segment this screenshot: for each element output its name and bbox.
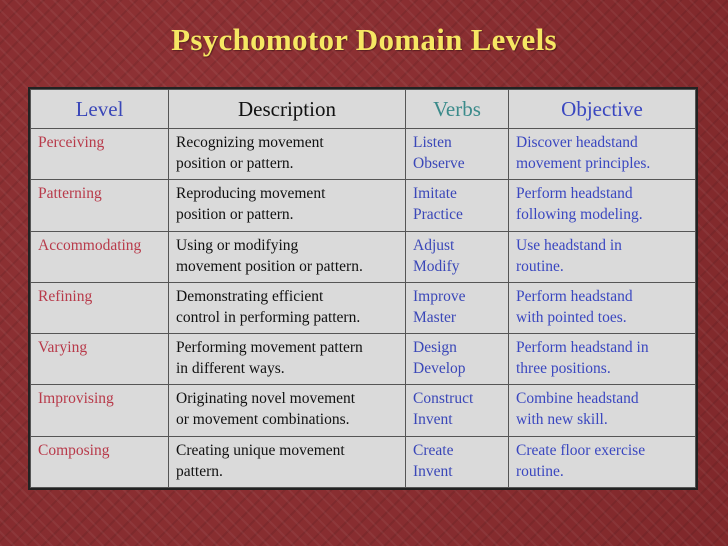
cell-verbs-line: Design [413, 339, 457, 357]
table-row [31, 231, 696, 282]
cell-description [169, 231, 406, 282]
header-row [31, 90, 696, 129]
header-level: Level [31, 90, 169, 129]
cell-verbs [406, 385, 509, 436]
cell-description-line: Creating unique movement [176, 441, 345, 459]
cell-verbs-line: Invent [413, 411, 453, 429]
table-header [31, 90, 696, 129]
cell-description-line: Recognizing movement [176, 134, 324, 151]
cell-verbs-line: Construct [413, 390, 474, 408]
cell-description [169, 436, 406, 487]
cell-objective-line: routine. [516, 257, 564, 275]
cell-objective [509, 334, 696, 385]
cell-description-line: Originating novel movement [176, 390, 356, 408]
cell-verbs-line: Listen [413, 134, 452, 151]
cell-level: Varying [31, 334, 169, 385]
levels-table-container [28, 87, 698, 490]
cell-verbs-line: Create [413, 441, 454, 459]
cell-level: Patterning [31, 180, 169, 231]
cell-description-line: movement position or pattern. [176, 257, 363, 275]
cell-verbs [406, 282, 509, 333]
cell-objective [509, 385, 696, 436]
cell-verbs [406, 436, 509, 487]
cell-description-line: or movement combinations. [176, 411, 350, 429]
cell-level: Accommodating [31, 231, 169, 282]
cell-objective-line: movement principles. [516, 155, 651, 172]
cell-objective [509, 282, 696, 333]
cell-level: Refining [31, 282, 169, 333]
cell-verbs-line: Develop [413, 360, 466, 378]
cell-description-line: Using or modifying [176, 236, 299, 254]
cell-verbs-line: Imitate [413, 185, 457, 203]
cell-objective-line: Create floor exercise [516, 441, 646, 459]
cell-description-line: Performing movement pattern [176, 339, 363, 357]
cell-objective-line: with pointed toes. [516, 308, 627, 326]
cell-description [169, 282, 406, 333]
cell-objective-line: routine. [516, 462, 564, 480]
cell-verbs [406, 180, 509, 231]
page-title: Psychomotor Domain Levels [171, 22, 557, 57]
cell-description [169, 385, 406, 436]
header-objective: Objective [509, 90, 696, 129]
table-row [31, 180, 696, 231]
cell-level: Perceiving [31, 129, 169, 180]
cell-verbs-line: Modify [413, 257, 460, 275]
cell-description [169, 334, 406, 385]
cell-verbs-line: Invent [413, 462, 453, 480]
levels-table [30, 89, 696, 488]
table-body [31, 129, 696, 488]
cell-objective [509, 436, 696, 487]
cell-objective-line: Combine headstand [516, 390, 639, 408]
cell-verbs-line: Adjust [413, 236, 455, 254]
cell-description-line: position or pattern. [176, 155, 294, 172]
cell-objective-line: Perform headstand [516, 287, 633, 305]
cell-objective-line: Discover headstand [516, 134, 638, 151]
cell-verbs-line: Observe [413, 155, 465, 172]
cell-objective-line: Perform headstand [516, 185, 633, 203]
cell-description-line: pattern. [176, 462, 223, 480]
cell-verbs-line: Practice [413, 206, 463, 224]
table-row [31, 334, 696, 385]
cell-objective-line: following modeling. [516, 206, 643, 224]
cell-description-line: in different ways. [176, 360, 285, 378]
cell-objective [509, 231, 696, 282]
cell-description [169, 129, 406, 180]
cell-level: Composing [31, 436, 169, 487]
cell-description-line: control in performing pattern. [176, 308, 361, 326]
cell-verbs [406, 129, 509, 180]
cell-verbs [406, 231, 509, 282]
header-description: Description [169, 90, 406, 129]
cell-verbs [406, 334, 509, 385]
table-row [31, 282, 696, 333]
table-row [31, 385, 696, 436]
cell-description [169, 180, 406, 231]
table-row [31, 436, 696, 487]
cell-verbs-line: Master [413, 308, 457, 326]
cell-verbs-line: Improve [413, 287, 466, 305]
cell-objective [509, 129, 696, 180]
cell-objective [509, 180, 696, 231]
cell-objective-line: Use headstand in [516, 236, 622, 254]
cell-objective-line: with new skill. [516, 411, 608, 429]
cell-objective-line: three positions. [516, 360, 611, 378]
table-row [31, 129, 696, 180]
header-verbs: Verbs [406, 90, 509, 129]
cell-level: Improvising [31, 385, 169, 436]
cell-description-line: Demonstrating efficient [176, 287, 324, 305]
cell-description-line: position or pattern. [176, 206, 294, 224]
cell-objective-line: Perform headstand in [516, 339, 649, 357]
cell-description-line: Reproducing movement [176, 185, 326, 203]
